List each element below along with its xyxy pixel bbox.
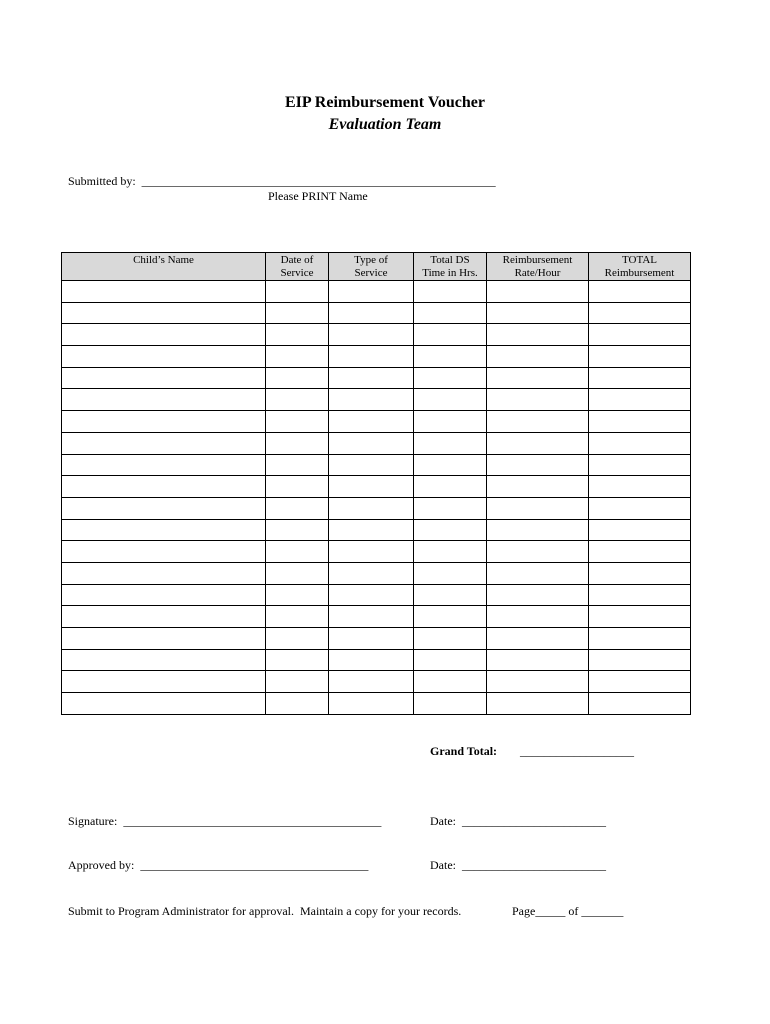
cell-childs-name[interactable] xyxy=(62,519,266,541)
table-row xyxy=(62,346,691,368)
cell-date-of-service[interactable] xyxy=(266,519,329,541)
cell-total-reimbursement[interactable] xyxy=(589,649,691,671)
cell-type-of-service[interactable] xyxy=(329,324,414,346)
cell-total-reimbursement[interactable] xyxy=(589,476,691,498)
cell-type-of-service[interactable] xyxy=(329,454,414,476)
cell-total-reimbursement[interactable] xyxy=(589,389,691,411)
cell-type-of-service[interactable] xyxy=(329,519,414,541)
cell-type-of-service[interactable] xyxy=(329,562,414,584)
cell-type-of-service[interactable] xyxy=(329,367,414,389)
cell-type-of-service[interactable] xyxy=(329,281,414,303)
cell-date-of-service[interactable] xyxy=(266,346,329,368)
reimbursement-table xyxy=(61,252,691,715)
cell-total-ds-time[interactable] xyxy=(414,519,487,541)
cell-childs-name[interactable] xyxy=(62,497,266,519)
table-row xyxy=(62,411,691,433)
cell-childs-name[interactable] xyxy=(62,671,266,693)
cell-date-of-service[interactable] xyxy=(266,324,329,346)
cell-reimbursement-rate[interactable] xyxy=(487,497,589,519)
cell-reimbursement-rate[interactable] xyxy=(487,649,589,671)
table-row xyxy=(62,432,691,454)
cell-total-ds-time[interactable] xyxy=(414,302,487,324)
column-header-childs-name: Child’s Name xyxy=(62,253,266,281)
table-row xyxy=(62,367,691,389)
table-row xyxy=(62,519,691,541)
cell-childs-name[interactable] xyxy=(62,628,266,650)
cell-type-of-service[interactable] xyxy=(329,476,414,498)
cell-type-of-service[interactable] xyxy=(329,411,414,433)
cell-type-of-service[interactable] xyxy=(329,649,414,671)
cell-total-ds-time[interactable] xyxy=(414,693,487,715)
table-row xyxy=(62,476,691,498)
cell-type-of-service[interactable] xyxy=(329,693,414,715)
cell-total-ds-time[interactable] xyxy=(414,606,487,628)
page-count-field[interactable]: Page_____ of _______ xyxy=(512,904,624,918)
cell-total-ds-time[interactable] xyxy=(414,476,487,498)
cell-total-ds-time[interactable] xyxy=(414,432,487,454)
cell-total-ds-time[interactable] xyxy=(414,541,487,563)
column-header-total-ds-time: Total DS Time in Hrs. xyxy=(414,253,487,281)
cell-reimbursement-rate[interactable] xyxy=(487,454,589,476)
cell-reimbursement-rate[interactable] xyxy=(487,541,589,563)
cell-total-reimbursement[interactable] xyxy=(589,367,691,389)
table-row xyxy=(62,628,691,650)
table-row xyxy=(62,302,691,324)
cell-total-reimbursement[interactable] xyxy=(589,584,691,606)
table-row xyxy=(62,649,691,671)
cell-total-reimbursement[interactable] xyxy=(589,671,691,693)
grand-total-label: Grand Total: xyxy=(430,744,498,758)
cell-date-of-service[interactable] xyxy=(266,454,329,476)
cell-total-ds-time[interactable] xyxy=(414,324,487,346)
cell-reimbursement-rate[interactable] xyxy=(487,584,589,606)
cell-childs-name[interactable] xyxy=(62,541,266,563)
cell-childs-name[interactable] xyxy=(62,693,266,715)
cell-total-ds-time[interactable] xyxy=(414,411,487,433)
cell-total-reimbursement[interactable] xyxy=(589,324,691,346)
cell-date-of-service[interactable] xyxy=(266,432,329,454)
cell-reimbursement-rate[interactable] xyxy=(487,302,589,324)
table-row xyxy=(62,584,691,606)
cell-childs-name[interactable] xyxy=(62,281,266,303)
cell-total-reimbursement[interactable] xyxy=(589,519,691,541)
table-header-row xyxy=(62,253,691,281)
cell-total-reimbursement[interactable] xyxy=(589,606,691,628)
table-row xyxy=(62,671,691,693)
cell-date-of-service[interactable] xyxy=(266,562,329,584)
cell-total-ds-time[interactable] xyxy=(414,454,487,476)
document-subtitle: Evaluation Team xyxy=(328,116,442,133)
cell-total-ds-time[interactable] xyxy=(414,628,487,650)
cell-date-of-service[interactable] xyxy=(266,693,329,715)
submitted-by-field[interactable]: Submitted by: ___________________________________________________________ xyxy=(68,174,496,188)
cell-childs-name[interactable] xyxy=(62,649,266,671)
cell-date-of-service[interactable] xyxy=(266,671,329,693)
cell-total-ds-time[interactable] xyxy=(414,367,487,389)
print-name-hint: Please PRINT Name xyxy=(268,189,368,203)
cell-type-of-service[interactable] xyxy=(329,671,414,693)
cell-total-reimbursement[interactable] xyxy=(589,454,691,476)
submit-instructions: Submit to Program Administrator for approval. Maintain a copy for your records. xyxy=(68,904,462,918)
cell-type-of-service[interactable] xyxy=(329,584,414,606)
cell-date-of-service[interactable] xyxy=(266,628,329,650)
cell-reimbursement-rate[interactable] xyxy=(487,628,589,650)
table-row xyxy=(62,324,691,346)
table-row xyxy=(62,606,691,628)
cell-reimbursement-rate[interactable] xyxy=(487,389,589,411)
cell-childs-name[interactable] xyxy=(62,584,266,606)
cell-type-of-service[interactable] xyxy=(329,497,414,519)
cell-reimbursement-rate[interactable] xyxy=(487,324,589,346)
column-header-total-reimbursement: TOTAL Reimbursement xyxy=(589,253,691,281)
grand-total-field[interactable]: ___________________ xyxy=(520,744,634,758)
cell-type-of-service[interactable] xyxy=(329,541,414,563)
table-row xyxy=(62,693,691,715)
cell-total-reimbursement[interactable] xyxy=(589,411,691,433)
cell-total-reimbursement[interactable] xyxy=(589,281,691,303)
cell-childs-name[interactable] xyxy=(62,454,266,476)
cell-reimbursement-rate[interactable] xyxy=(487,519,589,541)
cell-total-reimbursement[interactable] xyxy=(589,693,691,715)
cell-childs-name[interactable] xyxy=(62,606,266,628)
cell-childs-name[interactable] xyxy=(62,346,266,368)
cell-reimbursement-rate[interactable] xyxy=(487,671,589,693)
table-row xyxy=(62,281,691,303)
cell-reimbursement-rate[interactable] xyxy=(487,281,589,303)
cell-reimbursement-rate[interactable] xyxy=(487,411,589,433)
cell-total-reimbursement[interactable] xyxy=(589,541,691,563)
signature-date-field[interactable]: Date: ________________________ xyxy=(430,814,606,828)
cell-total-ds-time[interactable] xyxy=(414,649,487,671)
cell-date-of-service[interactable] xyxy=(266,281,329,303)
cell-date-of-service[interactable] xyxy=(266,411,329,433)
signature-field[interactable]: Signature: ___________________________________________ xyxy=(68,814,382,828)
approved-by-field[interactable]: Approved by: ______________________________________ xyxy=(68,858,369,872)
cell-total-ds-time[interactable] xyxy=(414,281,487,303)
cell-total-reimbursement[interactable] xyxy=(589,432,691,454)
cell-type-of-service[interactable] xyxy=(329,346,414,368)
cell-date-of-service[interactable] xyxy=(266,649,329,671)
cell-reimbursement-rate[interactable] xyxy=(487,562,589,584)
cell-date-of-service[interactable] xyxy=(266,302,329,324)
table-row xyxy=(62,389,691,411)
cell-total-ds-time[interactable] xyxy=(414,562,487,584)
cell-total-reimbursement[interactable] xyxy=(589,628,691,650)
cell-reimbursement-rate[interactable] xyxy=(487,432,589,454)
cell-childs-name[interactable] xyxy=(62,389,266,411)
cell-total-reimbursement[interactable] xyxy=(589,562,691,584)
cell-type-of-service[interactable] xyxy=(329,628,414,650)
table-row xyxy=(62,541,691,563)
cell-reimbursement-rate[interactable] xyxy=(487,606,589,628)
cell-reimbursement-rate[interactable] xyxy=(487,367,589,389)
table-row xyxy=(62,454,691,476)
cell-childs-name[interactable] xyxy=(62,432,266,454)
cell-reimbursement-rate[interactable] xyxy=(487,476,589,498)
cell-reimbursement-rate[interactable] xyxy=(487,693,589,715)
cell-total-reimbursement[interactable] xyxy=(589,497,691,519)
cell-date-of-service[interactable] xyxy=(266,367,329,389)
cell-total-ds-time[interactable] xyxy=(414,497,487,519)
cell-date-of-service[interactable] xyxy=(266,476,329,498)
cell-type-of-service[interactable] xyxy=(329,302,414,324)
column-header-reimbursement-rate: Reimbursement Rate/Hour xyxy=(487,253,589,281)
cell-date-of-service[interactable] xyxy=(266,584,329,606)
cell-total-ds-time[interactable] xyxy=(414,671,487,693)
cell-childs-name[interactable] xyxy=(62,562,266,584)
cell-total-ds-time[interactable] xyxy=(414,389,487,411)
cell-total-reimbursement[interactable] xyxy=(589,346,691,368)
cell-childs-name[interactable] xyxy=(62,411,266,433)
cell-date-of-service[interactable] xyxy=(266,389,329,411)
approval-date-field[interactable]: Date: ________________________ xyxy=(430,858,606,872)
table-row xyxy=(62,562,691,584)
cell-total-reimbursement[interactable] xyxy=(589,302,691,324)
cell-childs-name[interactable] xyxy=(62,302,266,324)
cell-reimbursement-rate[interactable] xyxy=(487,346,589,368)
cell-childs-name[interactable] xyxy=(62,367,266,389)
cell-type-of-service[interactable] xyxy=(329,432,414,454)
cell-childs-name[interactable] xyxy=(62,324,266,346)
table-row xyxy=(62,497,691,519)
cell-total-ds-time[interactable] xyxy=(414,584,487,606)
document-title: EIP Reimbursement Voucher xyxy=(285,94,485,111)
cell-type-of-service[interactable] xyxy=(329,389,414,411)
cell-date-of-service[interactable] xyxy=(266,541,329,563)
cell-type-of-service[interactable] xyxy=(329,606,414,628)
column-header-type-of-service: Type of Service xyxy=(329,253,414,281)
cell-date-of-service[interactable] xyxy=(266,606,329,628)
cell-date-of-service[interactable] xyxy=(266,497,329,519)
cell-childs-name[interactable] xyxy=(62,476,266,498)
cell-total-ds-time[interactable] xyxy=(414,346,487,368)
column-header-date-of-service: Date of Service xyxy=(266,253,329,281)
